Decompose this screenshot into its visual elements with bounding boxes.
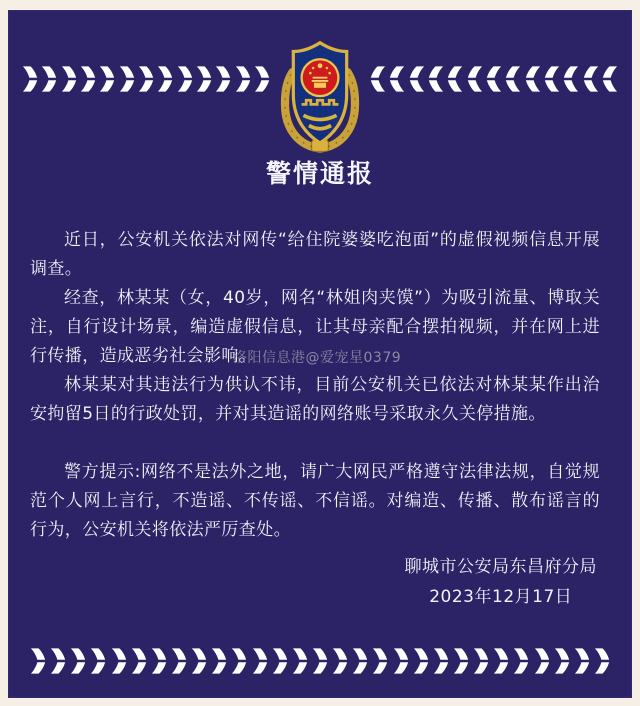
- notice-card: [8, 10, 632, 698]
- notice-title: 警情通报: [265, 159, 374, 188]
- notice-paragraph-3: 林某某对其违法行为供认不讳，目前公安机关已依法对林某某作出治安拘留5日的行政处罚，并对其造谣的网络账号采取永久关停措施。: [30, 375, 600, 424]
- chevron-band-bottom-icon: [30, 647, 612, 675]
- chevron-band-left-icon: [22, 64, 272, 94]
- issuer-name: 聊城市公安局东昌府分局: [404, 557, 597, 577]
- issue-date: 2023年12月17日: [429, 587, 573, 607]
- chevron-band-right-icon: [368, 64, 618, 94]
- watermark-text: 洛阳信息港@爱宠星0379: [233, 350, 402, 366]
- notice-paragraph-2: 经查，林某某（女，40岁，网名“林姐肉夹馍”）为吸引流量、博取关注，自行设计场景，编造虚假信息，让其母亲配合摆拍视频，并在网上进行传播，造成恶劣社会影响。: [30, 288, 600, 366]
- notice-paragraph-4: 警方提示:网络不是法外之地，请广大网民严格遵守法律法规，自觉规范个人网上言行，不造谣、不传谣、不信谣。对编造、传播、散布谣言的行为，公安机关将依法严厉查处。: [30, 462, 600, 540]
- notice-paragraph-1: 近日，公安机关依法对网传“给住院婆婆吃泡面”的虚假视频信息开展调查。: [30, 230, 600, 279]
- notice-body: [30, 226, 600, 545]
- police-badge-icon: [274, 36, 366, 158]
- signature-block: [405, 552, 598, 612]
